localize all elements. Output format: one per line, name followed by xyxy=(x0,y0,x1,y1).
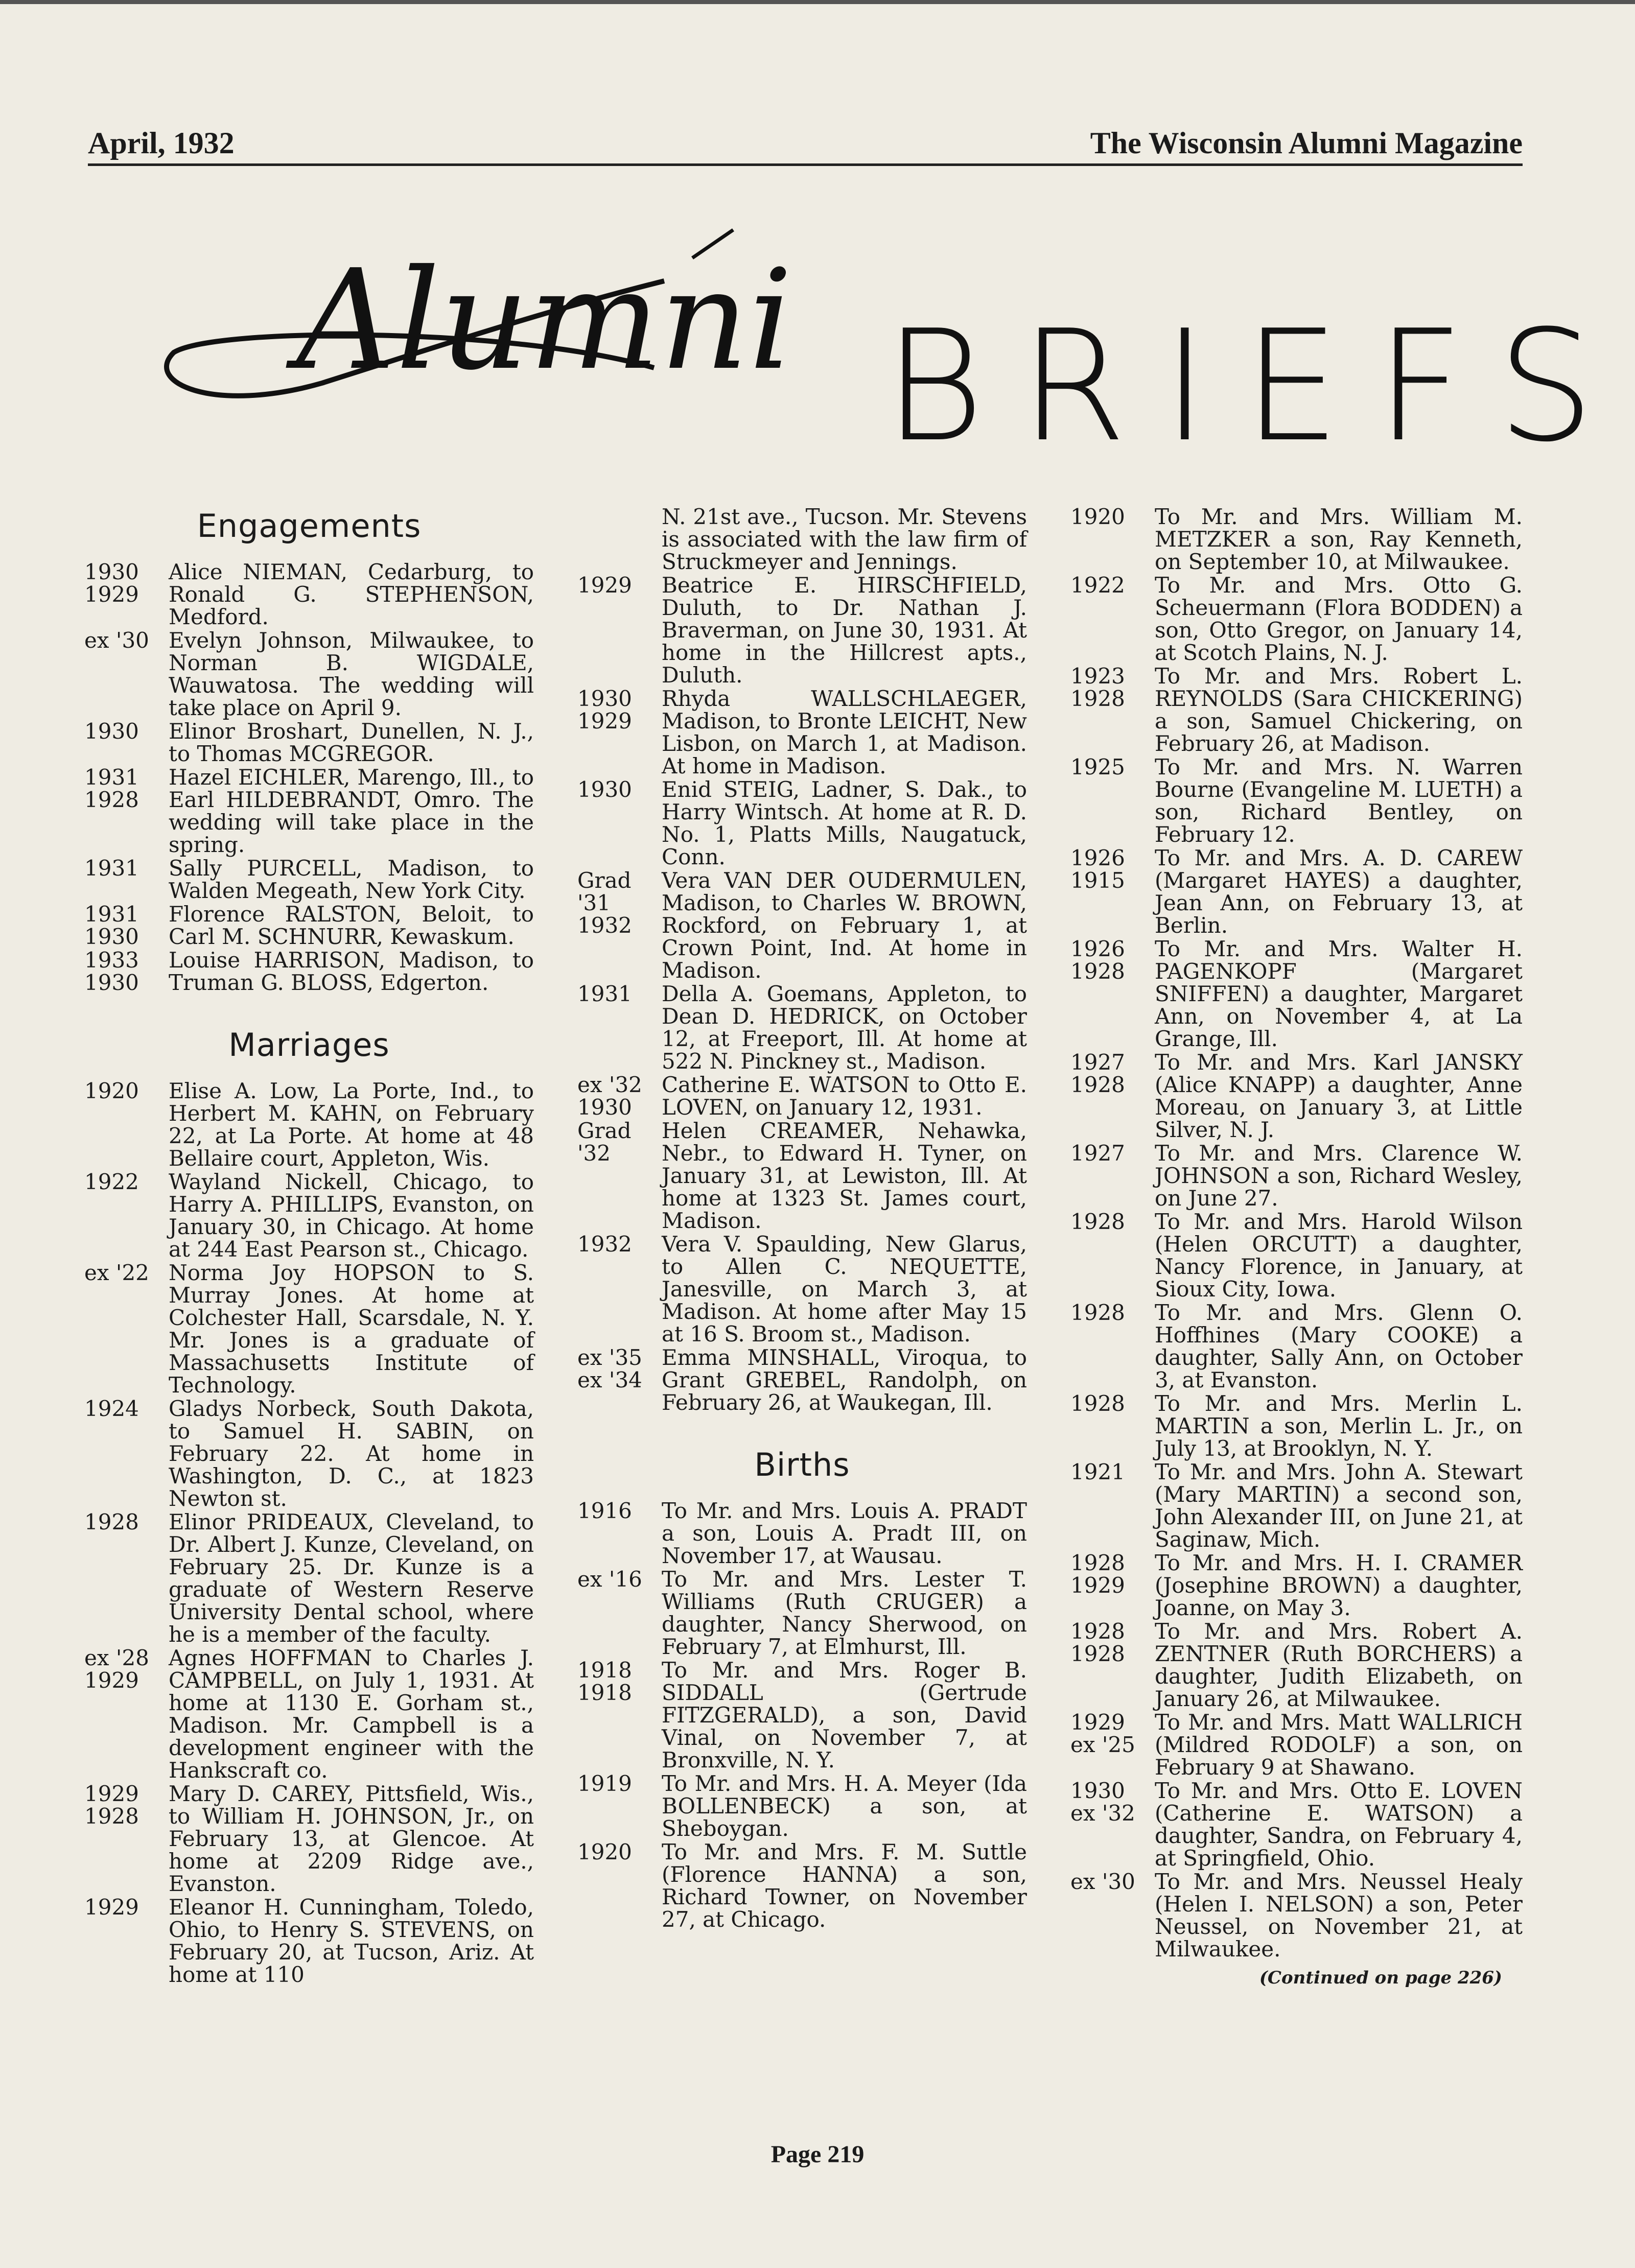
class-year: 1931 1928 xyxy=(84,765,139,812)
entry-text: To Mr. and Mrs. H. I. CRAMER (Josephine BROWN) a daughter, Joanne, on May 3. xyxy=(1155,1550,1523,1620)
column-3 xyxy=(1070,506,1523,1988)
entry-text: To Mr. and Mrs. Louis A. PRADT a son, Louis A. Pradt III, on November 17, at Wausau. xyxy=(662,1498,1027,1568)
list-item xyxy=(1070,756,1523,846)
entry-text: To Mr. and Mrs. Clarence W. JOHNSON a son, Richard Wesley, on June 27. xyxy=(1155,1141,1523,1211)
class-year: 1916 xyxy=(577,1498,632,1523)
list-item xyxy=(84,1171,534,1261)
entry-text: Catherine E. WATSON to Otto E. LOVEN, on January 12, 1931. xyxy=(662,1072,1027,1120)
entry-text: To Mr. and Mrs. Glenn O. Hoffhines (Mary COOKE) a daughter, Sally Ann, on October 3, at Evanston. xyxy=(1155,1300,1523,1392)
list-item xyxy=(1070,506,1523,573)
list-item xyxy=(577,1233,1027,1345)
column-2 xyxy=(577,506,1027,1932)
masthead-alumni: Alumni xyxy=(296,240,793,400)
list-item xyxy=(577,688,1027,777)
class-year: ex '28 1929 xyxy=(84,1645,149,1693)
entry-text: Alice NIEMAN, Cedarburg, to Ronald G. STEPHENSON, Medford. xyxy=(169,559,534,629)
list-item xyxy=(84,629,534,719)
class-year: ex '32 1930 xyxy=(577,1072,642,1120)
class-year: ex '35 ex '34 xyxy=(577,1345,642,1392)
entry-text: To Mr. and Mrs. Robert L. REYNOLDS (Sara CHICKERING) a son, Samuel Chickering, on February 26, at Madison. xyxy=(1155,664,1523,756)
entry-text: Rhyda WALLSCHLAEGER, Madison, to Bronte LEICHT, New Lisbon, on March 1, at Madison. At home in Madison. xyxy=(662,686,1027,778)
births-list-continued xyxy=(1070,506,1523,1960)
class-year: 1929 xyxy=(577,573,632,598)
list-item xyxy=(577,574,1027,687)
list-item xyxy=(1070,1461,1523,1551)
class-year: 1927 1928 xyxy=(1070,1050,1125,1097)
list-item xyxy=(1070,574,1523,664)
list-item xyxy=(1070,847,1523,937)
class-year: 1922 xyxy=(1070,573,1125,598)
entry-text: Wayland Nickell, Chicago, to Harry A. PHILLIPS, Evanston, on January 30, in Chicago. At home at 244 East Pearson st., Chicago. xyxy=(169,1169,534,1262)
masthead-art xyxy=(153,199,1630,485)
entry-text: Elinor PRIDEAUX, Cleveland, to Dr. Albert J. Kunze, Cleveland, on February 25. Dr. Kunze is a graduate of Western Reserve University Dental school, where he is a member of the faculty. xyxy=(169,1509,534,1647)
class-year: 1932 xyxy=(577,1232,632,1257)
class-year: 1928 xyxy=(1070,1391,1125,1416)
class-year: 1920 xyxy=(1070,504,1125,529)
list-item xyxy=(1070,1711,1523,1779)
list-item xyxy=(1070,1871,1523,1960)
list-item xyxy=(577,1346,1027,1414)
scan-edge xyxy=(0,0,1635,4)
marriages-heading: Marriages xyxy=(228,1026,390,1064)
births-list xyxy=(577,1500,1027,1931)
class-year: 1931 1930 xyxy=(84,902,139,949)
class-year: Grad '32 xyxy=(577,1118,632,1166)
class-year: ex '16 xyxy=(577,1567,642,1592)
entry-text: Norma Joy HOPSON to S. Murray Jones. At home at Colchester Hall, Scarsdale, N. Y. Mr. Jones is a graduate of Massachusetts Institute of Technology. xyxy=(169,1260,534,1398)
entry-text: Elise A. Low, La Porte, Ind., to Herbert M. KAHN, on February 22, at La Porte. At home at 48 Bellaire court, Appleton, Wis. xyxy=(169,1078,534,1171)
class-year: 1926 1928 xyxy=(1070,936,1125,984)
entry-text: Sally PURCELL, Madison, to Walden Megeath, New York City. xyxy=(169,856,534,903)
entry-text: To Mr. and Mrs. John A. Stewart (Mary MARTIN) a second son, John Alexander III, on June 21, at Saginaw, Mich. xyxy=(1155,1459,1523,1552)
marriages-list xyxy=(84,1080,534,1986)
class-year: 1930 1929 xyxy=(577,686,632,734)
class-year: 1931 xyxy=(577,981,632,1006)
entry-text: To Mr. and Mrs. William M. METZKER a son, Ray Kenneth, on September 10, at Milwaukee. xyxy=(1155,504,1523,574)
entry-text: Evelyn Johnson, Milwaukee, to Norman B. WIGDALE, Wauwatosa. The wedding will take place on April 9. xyxy=(169,628,534,720)
entry-text: To Mr. and Mrs. Merlin L. MARTIN a son, Merlin L. Jr., on July 13, at Brooklyn, N. Y. xyxy=(1155,1391,1523,1461)
entry-text: To Mr. and Mrs. Roger B. SIDDALL (Gertrude FITZGERALD), a son, David Vinal, on November 7, at Bronxville, N. Y. xyxy=(662,1658,1027,1773)
list-item xyxy=(577,983,1027,1073)
list-item xyxy=(84,1262,534,1397)
masthead-briefs: BRIEFS xyxy=(884,297,1630,476)
class-year: 1923 1928 xyxy=(1070,664,1125,711)
entry-text: Vera V. Spaulding, New Glarus, to Allen C. NEQUETTE, Janesville, on March 3, at Madison. At home after May 15 at 16 S. Broom st., Madison. xyxy=(662,1232,1027,1346)
list-item xyxy=(577,1773,1027,1840)
list-item xyxy=(84,1783,534,1895)
issue-date: April, 1932 xyxy=(88,126,235,160)
list-item xyxy=(1070,665,1523,755)
column-1 xyxy=(84,506,534,1987)
class-year: 1920 xyxy=(84,1078,139,1103)
list-item xyxy=(1070,938,1523,1050)
class-year: 1927 xyxy=(1070,1141,1125,1166)
class-year: ex '30 xyxy=(84,628,149,653)
list-item xyxy=(84,561,534,628)
list-item xyxy=(84,766,534,856)
entry-text: To Mr. and Mrs. Otto G. Scheuermann (Flora BODDEN) a son, Otto Gregor, on January 14, at Scotch Plains, N. J. xyxy=(1155,573,1523,665)
class-year: 1930 1929 xyxy=(84,559,139,607)
entry-text: Elinor Broshart, Dunellen, N. J., to Thomas MCGREGOR. xyxy=(169,719,534,766)
continued-note: (Continued on page 226) xyxy=(1259,1968,1502,1988)
class-year: 1929 xyxy=(84,1895,139,1920)
list-item xyxy=(84,720,534,765)
class-year: 1933 1930 xyxy=(84,948,139,995)
class-year: 1928 xyxy=(84,1509,139,1534)
entry-text: To Mr. and Mrs. Matt WALLRICH (Mildred RODOLF) a son, on February 9 at Shawano. xyxy=(1155,1710,1523,1780)
entry-text: To Mr. and Mrs. Walter H. PAGENKOPF (Margaret SNIFFEN) a daughter, Margaret Ann, on November 4, at La Grange, Ill. xyxy=(1155,936,1523,1051)
entry-text: To Mr. and Mrs. Lester T. Williams (Ruth CRUGER) a daughter, Nancy Sherwood, on February 7, at Elmhurst, Ill. xyxy=(662,1567,1027,1659)
entry-text: To Mr. and Mrs. F. M. Suttle (Florence HANNA) a son, Richard Towner, on November 27, at Chicago. xyxy=(662,1839,1027,1932)
entry-text: To Mr. and Mrs. N. Warren Bourne (Evangeline M. LUETH) a son, Richard Bentley, on February 12. xyxy=(1155,754,1523,847)
list-item xyxy=(84,1511,534,1646)
list-item xyxy=(577,1500,1027,1567)
class-year: ex '30 xyxy=(1070,1869,1135,1894)
list-item xyxy=(84,1080,534,1170)
list-item xyxy=(1070,1620,1523,1710)
magazine-title: The Wisconsin Alumni Magazine xyxy=(1090,126,1523,160)
class-year: 1919 xyxy=(577,1771,632,1796)
class-year: 1929 ex '25 xyxy=(1070,1710,1135,1757)
class-year: 1924 xyxy=(84,1396,139,1421)
entry-text: Emma MINSHALL, Viroqua, to Grant GREBEL, Randolph, on February 26, at Waukegan, Ill. xyxy=(662,1345,1027,1415)
list-item xyxy=(1070,1780,1523,1870)
class-year: 1930 ex '32 xyxy=(1070,1778,1135,1826)
list-item xyxy=(577,1659,1027,1771)
marriage-continuation: N. 21st ave., Tucson. Mr. Stevens is associated with the law firm of Struckmeyer and Jennings. xyxy=(662,504,1027,574)
list-item xyxy=(1070,1211,1523,1301)
engagements-heading: Engagements xyxy=(197,507,422,545)
entry-text: Florence RALSTON, Beloit, to Carl M. SCHNURR, Kewaskum. xyxy=(169,902,534,949)
class-year: 1928 xyxy=(1070,1209,1125,1234)
entry-text: Mary D. CAREY, Pittsfield, Wis., to William H. JOHNSON, Jr., on February 13, at Glencoe. At home at 2209 Ridge ave., Evanston. xyxy=(169,1781,534,1896)
entry-text: To Mr. and Mrs. H. A. Meyer (Ida BOLLENBECK) a son, at Sheboygan. xyxy=(662,1771,1027,1841)
list-item xyxy=(577,778,1027,868)
list-item xyxy=(577,1568,1027,1658)
class-year: 1930 xyxy=(577,777,632,802)
entry-text: To Mr. and Mrs. Robert A. ZENTNER (Ruth BORCHERS) a daughter, Judith Elizabeth, on January 26, at Milwaukee. xyxy=(1155,1619,1523,1711)
list-item xyxy=(84,1398,534,1510)
section-masthead xyxy=(153,199,1630,485)
entry-text: To Mr. and Mrs. Karl JANSKY (Alice KNAPP) a daughter, Anne Moreau, on January 3, at Little Silver, N. J. xyxy=(1155,1050,1523,1142)
class-year: 1926 1915 xyxy=(1070,845,1125,893)
entry-text: Agnes HOFFMAN to Charles J. CAMPBELL, on July 1, 1931. At home at 1130 E. Gorham st., Madison. Mr. Campbell is a development engineer with the Hankscraft co. xyxy=(169,1645,534,1783)
list-item xyxy=(577,1120,1027,1232)
class-year: 1928 xyxy=(1070,1300,1125,1325)
births-heading: Births xyxy=(754,1446,850,1483)
entry-text: To Mr. and Mrs. Otto E. LOVEN (Catherine E. WATSON) a daughter, Sandra, on February 4, at Springfield, Ohio. xyxy=(1155,1778,1523,1871)
class-year: 1929 1928 xyxy=(84,1781,139,1829)
list-item xyxy=(577,1841,1027,1931)
entry-text: Della A. Goemans, Appleton, to Dean D. HEDRICK, on October 12, at Freeport, Ill. At home at 522 N. Pinckney st., Madison. xyxy=(662,981,1027,1074)
class-year: 1920 xyxy=(577,1839,632,1864)
entry-text: To Mr. and Mrs. Harold Wilson (Helen ORCUTT) a daughter, Nancy Florence, in January, at Sioux City, Iowa. xyxy=(1155,1209,1523,1302)
entry-text: Enid STEIG, Ladner, S. Dak., to Harry Wintsch. At home at R. D. No. 1, Platts Mills, Naugatuck, Conn. xyxy=(662,777,1027,869)
marriages-list-continued xyxy=(577,574,1027,1414)
page-number: Page 219 xyxy=(770,2141,865,2168)
list-item xyxy=(84,1896,534,1986)
entry-text: Louise HARRISON, Madison, to Truman G. BLOSS, Edgerton. xyxy=(169,948,534,995)
list-item xyxy=(1070,1051,1523,1141)
list-item xyxy=(84,857,534,902)
list-item xyxy=(84,949,534,994)
class-year: 1930 xyxy=(84,719,139,744)
class-year: 1928 1928 xyxy=(1070,1619,1125,1666)
list-item xyxy=(84,1647,534,1782)
entry-text: Eleanor H. Cunningham, Toledo, Ohio, to Henry S. STEVENS, on February 20, at Tucson, Ariz. At home at 110 xyxy=(169,1895,534,1987)
list-item xyxy=(1070,1392,1523,1460)
entry-text: Beatrice E. HIRSCHFIELD, Duluth, to Dr. Nathan J. Braverman, on June 30, 1931. At home in the Hillcrest apts., Duluth. xyxy=(662,573,1027,688)
class-year: 1925 xyxy=(1070,754,1125,779)
entry-text: Helen CREAMER, Nehawka, Nebr., to Edward H. Tyner, on January 31, at Lewiston, Ill. At home at 1323 St. James court, Madison. xyxy=(662,1118,1027,1233)
list-item xyxy=(1070,1552,1523,1619)
list-item xyxy=(1070,1142,1523,1210)
class-year: 1928 1929 xyxy=(1070,1550,1125,1598)
entry-text: Vera VAN DER OUDERMULEN, Madison, to Charles W. BROWN, Rockford, on February 1, at Crown Point, Ind. At home in Madison. xyxy=(662,868,1027,983)
engagements-list xyxy=(84,561,534,994)
class-year: 1922 xyxy=(84,1169,139,1194)
class-year: ex '22 xyxy=(84,1260,149,1285)
entry-text: To Mr. and Mrs. Neussel Healy (Helen I. NELSON) a son, Peter Neussel, on November 21, at Milwaukee. xyxy=(1155,1869,1523,1962)
entry-text: To Mr. and Mrs. A. D. CAREW (Margaret HAYES) a daughter, Jean Ann, on February 13, at Berlin. xyxy=(1155,845,1523,938)
class-year: 1921 xyxy=(1070,1459,1125,1484)
class-year: Grad '31 1932 xyxy=(577,868,632,938)
list-item xyxy=(84,903,534,948)
entry-text: Hazel EICHLER, Marengo, Ill., to Earl HILDEBRANDT, Omro. The wedding will take place in the spring. xyxy=(169,765,534,857)
entry-text: Gladys Norbeck, South Dakota, to Samuel H. SABIN, on February 22. At home in Washington, D. C., at 1823 Newton st. xyxy=(169,1396,534,1511)
list-item xyxy=(577,1074,1027,1119)
list-item xyxy=(1070,1302,1523,1391)
running-header xyxy=(88,123,1523,166)
class-year: 1931 xyxy=(84,856,139,881)
class-year: 1918 1918 xyxy=(577,1658,632,1705)
list-item xyxy=(577,869,1027,982)
